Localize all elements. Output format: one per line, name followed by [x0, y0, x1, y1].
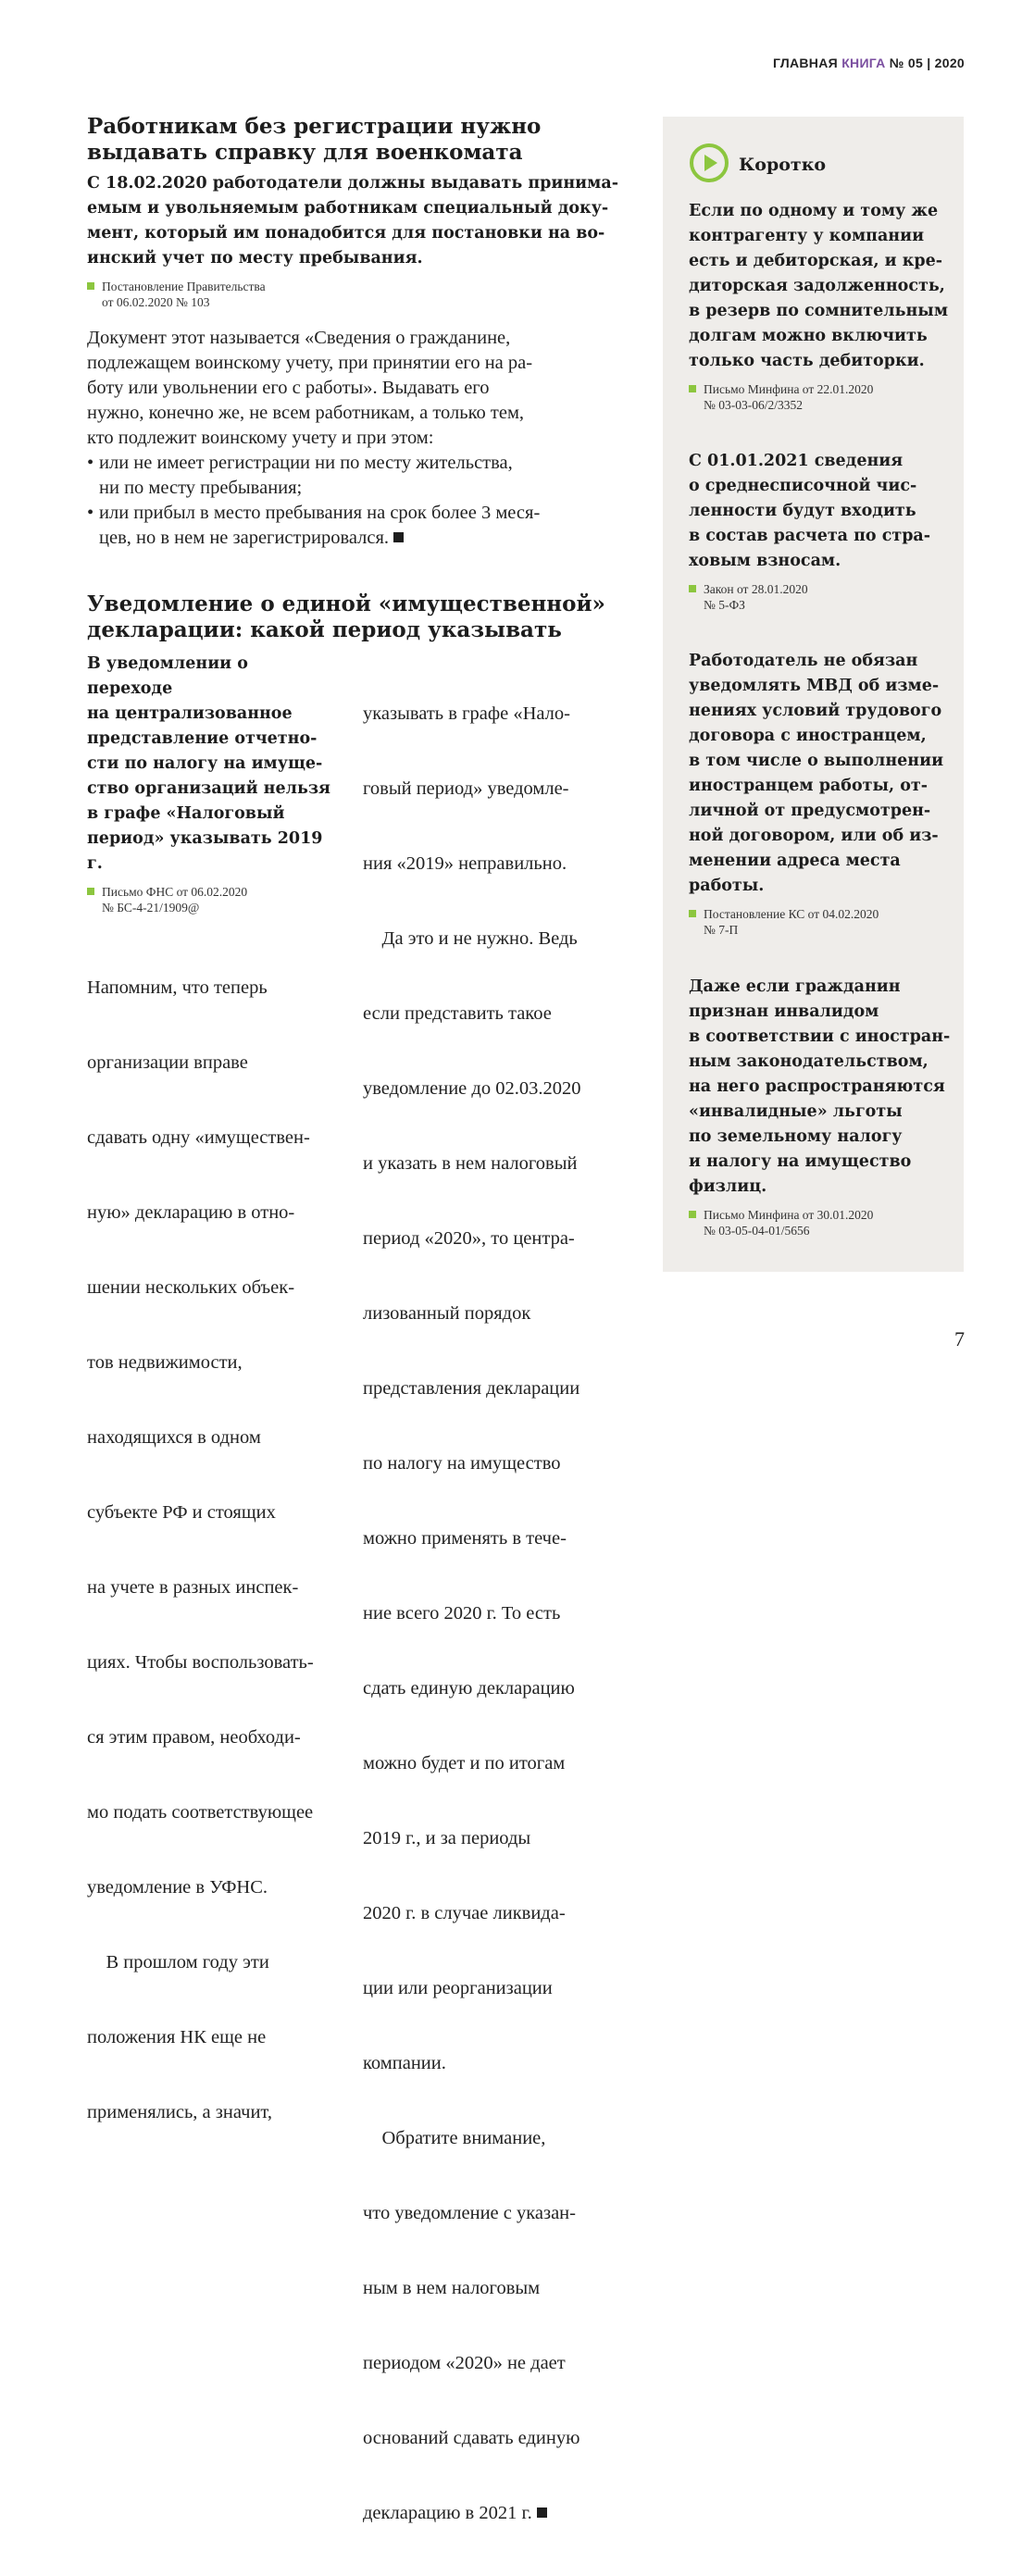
article1-bullet-list	[87, 451, 624, 551]
brief-source: Постановление КС от 04.02.2020 № 7-П	[689, 906, 957, 938]
list-item: • или прибыл в место пребывания на срок более 3 меся- цев, но в нем не зарегистрировался.	[87, 501, 624, 551]
article2-body-col2: указывать в графе «Нало- говый период» уведомле- ния «2019» неправильно. Да это и не нужно. Ведь если представить такое уведомление до 02.03.2020 и указать в нем налоговый период «2020», то центра- лизованный порядок представления декларации по налогу на имущество можно применять в тече- ние всего 2020 г. То есть сдать единую декларацию можно будет и по итогам 2019 г., и за периоды 2020 г. в случае ликвида- ции или реорганизации компании. Обратите внимание, что уведомление с указан- ным в нем налоговым периодом «2020» не дает оснований сдавать единую декларацию в 2021 г.	[363, 703, 581, 2523]
issue-number: № 05 | 2020	[889, 56, 965, 70]
green-square-icon	[689, 1211, 696, 1218]
article1-body: Документ этот называется «Сведения о гражданине, подлежащем воинскому учету, при принятии его на ра- боту или увольнении его с работы». Выдавать его нужно, конечно же, не всем работникам, а только тем, кто подлежит воинскому учету и при этом: • или не имеет регистрации ни по месту жительства, ни по месту пребывания; • или прибыл в место пребывания на срок более 3 меся- цев, но в нем не зарегистрировался.	[87, 326, 624, 551]
article2-body-col1: Напомним, что теперь организации вправе сдавать одну «имуществен- ную» декларацию в отно- шении нескольких объек- тов недвижимости, находящихся в одном субъекте РФ и стоящих на учете в разных инспек- циях. Чтобы воспользовать- ся этим правом, необходи- мо подать соответствующее уведомление в УФНС. В прошлом году эти положения НК еще не применялись, а значит,	[87, 977, 314, 2122]
green-square-icon	[87, 282, 94, 290]
green-square-icon	[689, 385, 696, 392]
end-of-article-icon	[393, 532, 404, 542]
page-number: 7	[954, 1327, 965, 1350]
brand-book: КНИГА	[841, 56, 886, 70]
article-military-certificate	[87, 114, 624, 551]
brief-item: Работодатель не обязан уведомлять МВД об изме- нениях условий трудового договора с иностранцем, в том числе о выполнении иностранцем работы, от- личной от предусмотрен- ной договором, или об из- менении адреса места работы. Постановление КС от 04.02.2020 № 7-П	[689, 649, 957, 938]
brief-source: Закон от 28.01.2020 № 5-ФЗ	[689, 581, 957, 613]
green-square-icon	[689, 585, 696, 592]
play-circle-icon	[689, 143, 729, 187]
sidebar-header	[689, 143, 826, 187]
magazine-header	[773, 56, 965, 70]
end-of-article-icon	[537, 2508, 547, 2518]
article2-column-right	[363, 652, 622, 2576]
article2-lead: В уведомлении о переходе на централизованное представление отчетно- сти по налогу на имуще- ство организаций нельзя в графе «Налоговый период» указывать 2019 г.	[87, 654, 330, 873]
brief-source: Письмо Минфина от 30.01.2020 № 03-05-04-01/5656	[689, 1207, 957, 1238]
article1-lead: С 18.02.2020 работодатели должны выдавать принима- емым и увольняемым работникам специальный доку- мент, который им понадобится для постановки на во- инский учет по месту пребывания.	[87, 174, 618, 268]
article2-title: Уведомление о единой «имущественной» декларации: какой период указывать	[87, 591, 605, 642]
green-square-icon	[87, 888, 94, 895]
article1-source: Постановление Правительства от 06.02.2020 № 103	[87, 279, 624, 310]
sidebar-title: Коротко	[739, 155, 827, 175]
article-property-declaration	[87, 591, 624, 643]
article1-title: Работникам без регистрации нужно выдавать справку для военкомата	[87, 114, 542, 165]
brief-item: Даже если гражданин признан инвалидом в соответствии с иностран- ным законодательством, на него распространяются «инвалидные» льготы по земельному налогу и налогу на имущество физлиц. Письмо Минфина от 30.01.2020 № 03-05-04-01/5656	[689, 975, 957, 1238]
sidebar-briefly	[663, 117, 964, 1272]
article2-column-left	[87, 652, 339, 2175]
list-item: • или не имеет регистрации ни по месту жительства, ни по месту пребывания;	[87, 451, 624, 501]
green-square-icon	[689, 910, 696, 917]
brand-main: ГЛАВНАЯ	[772, 56, 838, 70]
brief-item: Если по одному и тому же контрагенту у компании есть и дебиторская, и кре- диторская задолженность, в резерв по сомнительным долгам можно включить только часть дебиторки. Письмо Минфина от 22.01.2020 № 03-03-06/2/3352	[689, 199, 957, 413]
article2-source: Письмо ФНС от 06.02.2020 № БС-4-21/1909@	[87, 884, 339, 915]
brief-item: С 01.01.2021 сведения о среднесписочной чис- ленности будут входить в состав расчета по стра- ховым взносам. Закон от 28.01.2020 № 5-ФЗ	[689, 449, 957, 613]
brief-source: Письмо Минфина от 22.01.2020 № 03-03-06/2/3352	[689, 381, 957, 413]
